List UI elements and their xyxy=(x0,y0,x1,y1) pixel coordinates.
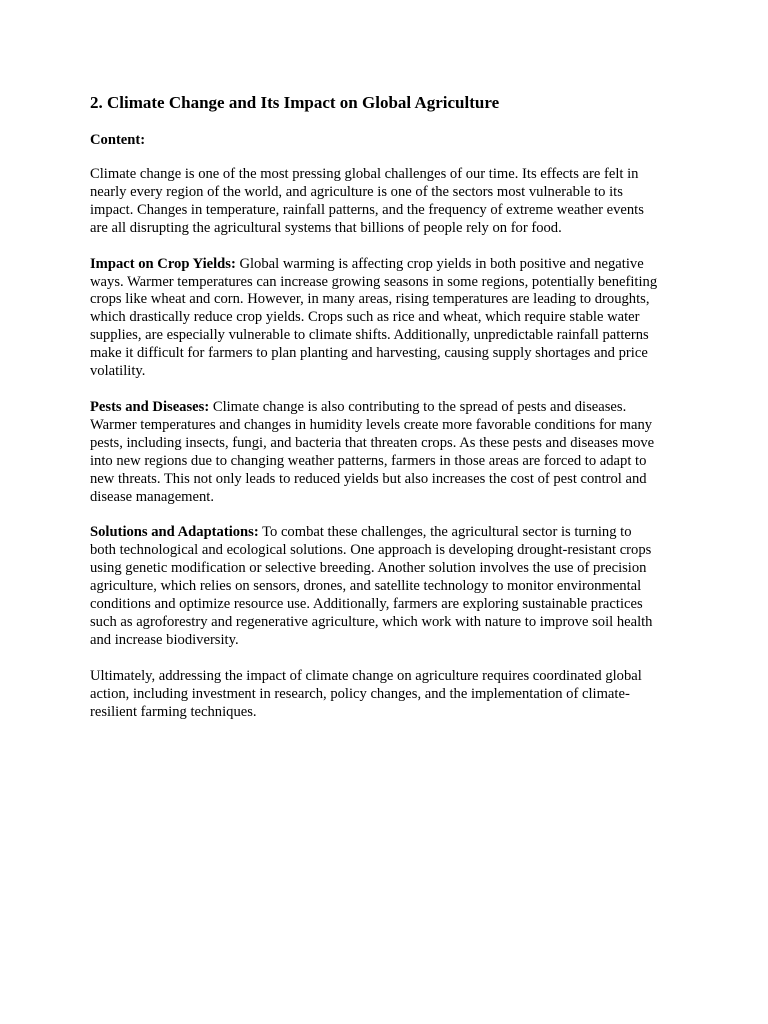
document-body xyxy=(90,92,690,721)
pests-line: Warmer temperatures and changes in humidity levels create more favorable conditions for many xyxy=(90,416,653,433)
document-title: 2. Climate Change and Its Impact on Global Agriculture xyxy=(90,93,500,112)
intro-line: Climate change is one of the most pressing global challenges of our time. Its effects are felt in xyxy=(90,166,639,182)
conclusion-line: action, including investment in research, policy changes, and the implementation of climate- xyxy=(90,685,630,702)
pests-line: disease management. xyxy=(90,488,214,505)
crop-yields-line: make it difficult for farmers to plan planting and harvesting, causing supply shortages and price xyxy=(90,345,648,362)
pests-paragraph xyxy=(90,399,690,506)
crop-yields-line: volatility. xyxy=(90,363,146,380)
solutions-line: agriculture, which relies on sensors, drones, and satellite technology to monitor environmental xyxy=(90,578,642,595)
solutions-heading: Solutions and Adaptations: xyxy=(90,524,259,541)
crop-yields-first-line xyxy=(90,256,690,274)
solutions-paragraph xyxy=(90,524,690,649)
solutions-line: conditions and optimize resource use. Additionally, farmers are exploring sustainable practices xyxy=(90,596,643,613)
crop-yields-first-line-text: Global warming is affecting crop yields in both positive and negative xyxy=(235,255,644,272)
pests-heading: Pests and Diseases: xyxy=(90,398,210,415)
solutions-first-line-text: To combat these challenges, the agricultural sector is turning to xyxy=(258,524,632,541)
content-label: Content: xyxy=(90,132,146,148)
conclusion-line: resilient farming techniques. xyxy=(90,703,257,720)
solutions-line: and increase biodiversity. xyxy=(90,631,239,648)
crop-yields-line: supplies, are especially vulnerable to climate shifts. Additionally, unpredictable rainfall patterns xyxy=(90,327,649,344)
crop-yields-line: which drastically reduce crop yields. Crops such as rice and wheat, which require stable water xyxy=(90,309,640,326)
crop-yields-heading: Impact on Crop Yields: xyxy=(90,255,236,272)
conclusion-paragraph xyxy=(90,668,690,722)
pests-first-line-text: Climate change is also contributing to the spread of pests and diseases. xyxy=(209,398,627,415)
crop-yields-line: crops like wheat and corn. However, in many areas, rising temperatures are leading to droughts, xyxy=(90,291,650,308)
pests-line: into new regions due to changing weather patterns, farmers in those areas are forced to adapt to xyxy=(90,452,647,469)
solutions-line: both technological and ecological solutions. One approach is developing drought-resistant crops xyxy=(90,542,652,559)
pests-line: new threats. This not only leads to reduced yields but also increases the cost of pest control and xyxy=(90,470,647,487)
solutions-line: using genetic modification or selective breeding. Another solution involves the use of precision xyxy=(90,560,647,577)
intro-paragraph xyxy=(90,166,690,238)
conclusion-line: Ultimately, addressing the impact of climate change on agriculture requires coordinated global xyxy=(90,667,642,684)
intro-line: impact. Changes in temperature, rainfall patterns, and the frequency of extreme weather events xyxy=(90,201,644,218)
solutions-line: such as agroforestry and regenerative agriculture, which work with nature to improve soil health xyxy=(90,613,653,630)
solutions-first-line xyxy=(90,524,690,542)
crop-yields-paragraph xyxy=(90,256,690,381)
crop-yields-line: ways. Warmer temperatures can increase growing seasons in some regions, potentially benefiting xyxy=(90,273,658,290)
intro-line: are all disrupting the agricultural systems that billions of people rely on for food. xyxy=(90,219,562,236)
pests-first-line xyxy=(90,399,690,417)
pests-line: pests, including insects, fungi, and bacteria that threaten crops. As these pests and diseases move xyxy=(90,434,655,451)
intro-line: nearly every region of the world, and agriculture is one of the sectors most vulnerable to its xyxy=(90,183,623,200)
